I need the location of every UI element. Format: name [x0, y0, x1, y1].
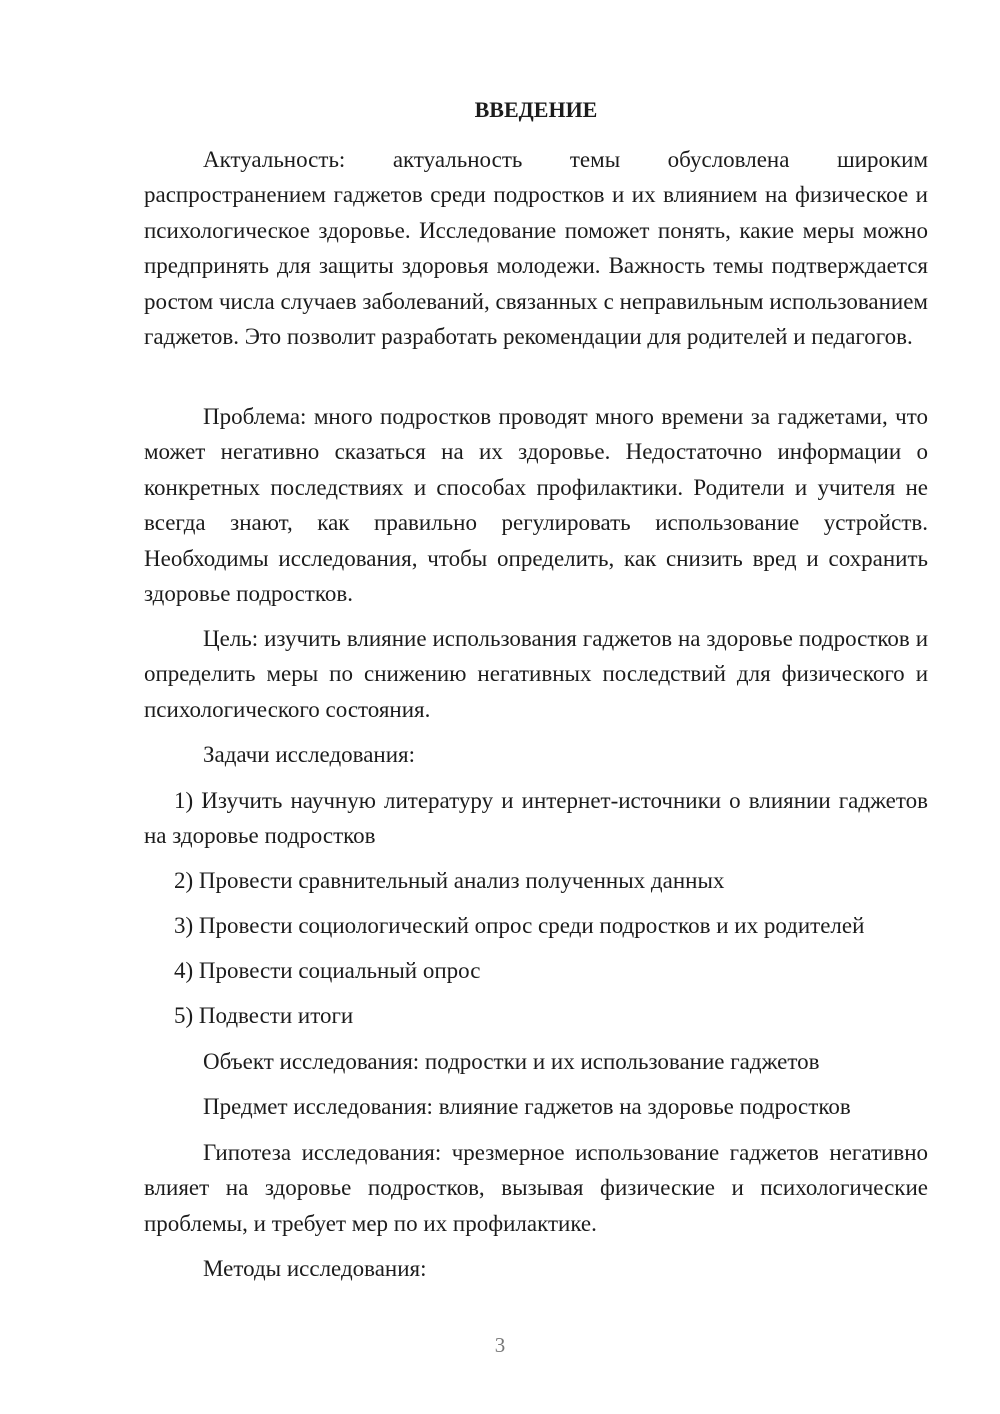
- goal-paragraph: Цель: изучить влияние использования гаджетов на здоровье подростков и определить меры по снижению негативных последствий для физического и психологического состояния.: [144, 626, 928, 722]
- task-item-2: 2) Провести сравнительный анализ полученных данных: [174, 868, 725, 893]
- object-line: Объект исследования: подростки и их использование гаджетов: [203, 1049, 820, 1074]
- task-item-3: 3) Провести социологический опрос среди подростков и их родителей: [174, 913, 865, 938]
- relevance-paragraph: Актуальность: актуальность темы обусловлена широким распространением гаджетов среди подростков и их влиянием на физическое и психологическое здоровье. Исследование поможет понять, какие меры можно предпринять для защиты здоровья молодежи. Важность темы подтверждается ростом числа случаев заболеваний, связанных с неправильным использованием гаджетов. Это позволит разработать рекомендации для родителей и педагогов.: [144, 147, 928, 350]
- page-number: 3: [494, 1333, 506, 1357]
- task-item-4: 4) Провести социальный опрос: [174, 958, 481, 983]
- task-item-1: 1) Изучить научную литературу и интернет-источники о влиянии гаджетов на здоровье подростков: [144, 788, 928, 849]
- subject-line: Предмет исследования: влияние гаджетов на здоровье подростков: [203, 1094, 851, 1119]
- tasks-heading: Задачи исследования:: [203, 742, 416, 767]
- problem-paragraph: Проблема: много подростков проводят много времени за гаджетами, что может негативно сказаться на их здоровье. Недостаточно информации о конкретных последствиях и способах профилактики. Родители и учителя не всегда знают, как правильно регулировать использование устройств. Необходимы исследования, чтобы определить, как снизить вред и сохранить здоровье подростков.: [144, 404, 928, 607]
- methods-heading: Методы исследования:: [203, 1256, 427, 1281]
- task-item-5: 5) Подвести итоги: [174, 1003, 354, 1028]
- hypothesis-paragraph: Гипотеза исследования: чрезмерное использование гаджетов негативно влияет на здоровье подростков, вызывая физические и психологические проблемы, и требует мер по их профилактике.: [144, 1140, 928, 1236]
- section-title: ВВЕДЕНИЕ: [474, 97, 598, 122]
